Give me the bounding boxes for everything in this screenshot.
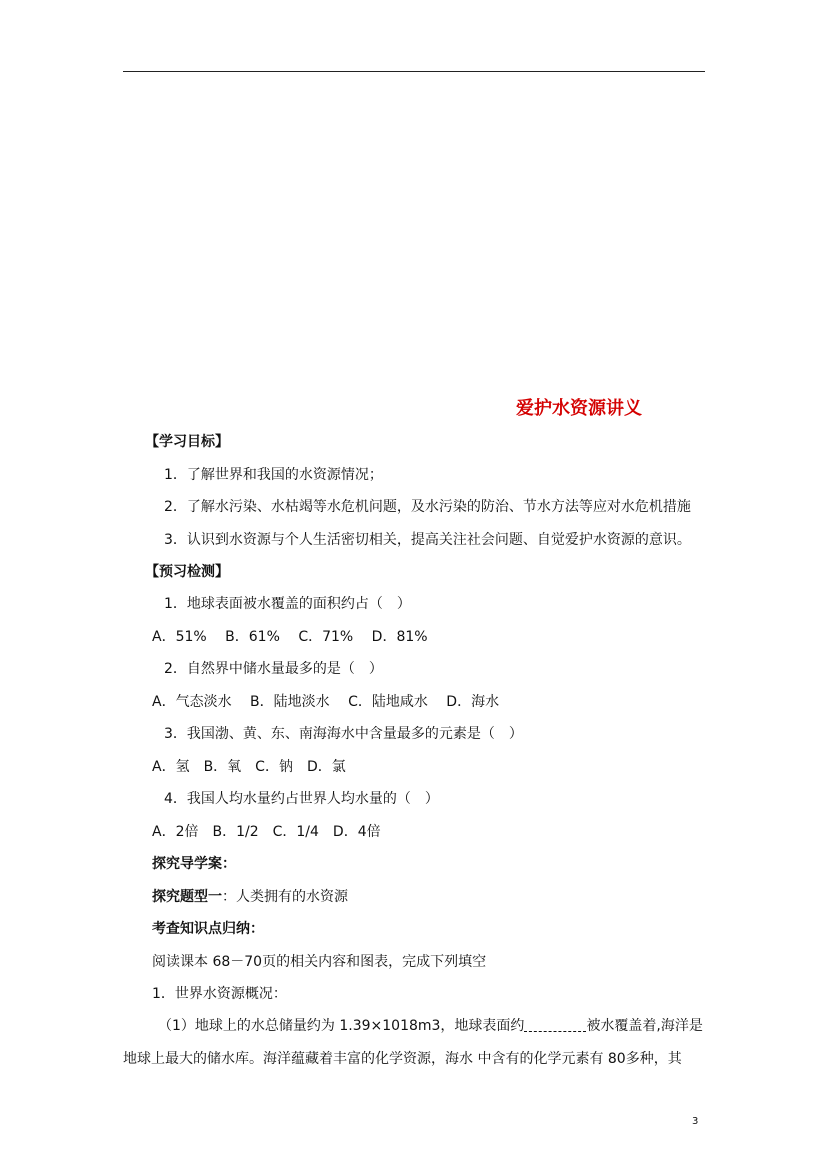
page-number: 3: [692, 1116, 699, 1127]
goal-item-1: 1．了解世界和我国的水资源情况；: [164, 467, 383, 483]
question-3: 3．我国渤、黄、东、南海海水中含量最多的元素是（ ）: [164, 726, 523, 742]
explore-type-1-label: 探究题型一: [152, 889, 222, 905]
page-title: 爱护水资源讲义: [516, 398, 642, 419]
paragraph-1-b: 被水覆盖着,海洋是: [586, 1018, 703, 1034]
question-2: 2．自然界中储水量最多的是（ ）: [164, 661, 383, 677]
goal-item-3: 3．认识到水资源与个人生活密切相关，提高关注社会问题、自觉爱护水资源的意识。: [164, 532, 691, 548]
preview-heading: 【预习检测】: [145, 564, 229, 580]
point-1: 1．世界水资源概况：: [152, 986, 287, 1002]
goal-item-2: 2．了解水污染、水枯竭等水危机问题，及水污染的防治、节水方法等应对水危机措施: [164, 499, 691, 515]
options-4: A．2倍 B．1/2 C．1/4 D．4倍: [152, 824, 381, 840]
header-rule: [123, 71, 705, 72]
paragraph-2: 地球上最大的储水库。海洋蕴藏着丰富的化学资源，海水 中含有的化学元素有 80多种，其: [123, 1051, 682, 1067]
question-4: 4．我国人均水量约占世界人均水量的（ ）: [164, 791, 439, 807]
fill-blank[interactable]: [524, 1017, 586, 1032]
paragraph-1-a: （1）地球上的水总储量约为 1.39×1018m3，地球表面约: [158, 1018, 525, 1034]
options-2: A．气态淡水 B．陆地淡水 C．陆地咸水 D．海水: [152, 694, 500, 710]
instruction: 阅读课本 68－70页的相关内容和图表，完成下列填空: [152, 954, 487, 970]
explore-type-1: [152, 887, 348, 907]
paragraph-1: [158, 1016, 703, 1036]
summary-heading: 考查知识点归纳：: [152, 921, 264, 937]
goals-heading: 【学习目标】: [145, 434, 229, 450]
options-3: A．氢 B．氧 C．钠 D．氯: [152, 759, 346, 775]
options-1: A．51% B．61% C．71% D．81%: [152, 629, 428, 645]
explore-heading: 探究导学案：: [152, 856, 236, 872]
question-1: 1．地球表面被水覆盖的面积约占（ ）: [164, 596, 411, 612]
explore-type-1-text: ：人类拥有的水资源: [222, 889, 348, 905]
